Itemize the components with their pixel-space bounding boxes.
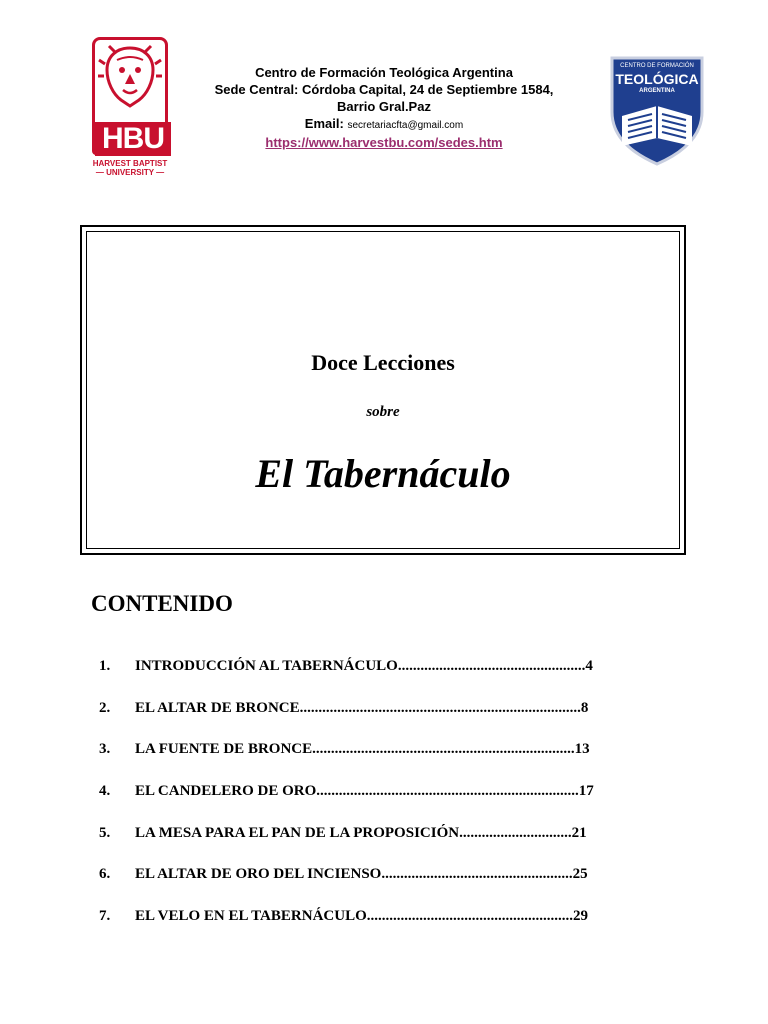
teologica-logo: [608, 54, 706, 166]
toc-title: EL VELO EN EL TABERNÁCULO: [135, 908, 367, 925]
toc-item[interactable]: 6. EL ALTAR DE ORO DEL INCIENSO...................................................25: [99, 866, 588, 883]
toc-page: 29: [573, 908, 588, 925]
toc-item[interactable]: 1. INTRODUCCIÓN AL TABERNÁCULO..................................................4: [99, 658, 593, 674]
toc-page: 4: [585, 658, 593, 674]
title-line-2: sobre: [366, 404, 400, 420]
toc-title: EL CANDELERO DE ORO: [135, 783, 317, 800]
logo-sub-text: ARGENTINA: [639, 88, 675, 94]
header-line-2: Sede Central: Córdoba Capital, 24 de Septiembre 1584,: [214, 82, 554, 97]
toc-number: 5.: [99, 824, 111, 841]
toc-number: 3.: [99, 741, 111, 758]
header-address: [185, 64, 583, 151]
toc-number: 6.: [99, 866, 111, 883]
toc-page: 21: [571, 824, 587, 841]
hbu-logo: [90, 37, 170, 179]
logo-main-text: TEOLÓGICA: [615, 71, 699, 87]
toc-item[interactable]: 2. EL ALTAR DE BRONCE...........................................................................8: [99, 699, 589, 716]
email-label: Email:: [304, 116, 344, 131]
toc-item[interactable]: 4. EL CANDELERO DE ORO......................................................................17: [99, 783, 594, 800]
toc-page: 8: [580, 699, 589, 716]
title-box: [80, 225, 686, 555]
contents-heading: CONTENIDO: [91, 591, 233, 616]
title-line-1: Doce Lecciones: [311, 350, 455, 375]
lion-icon: [95, 42, 165, 122]
toc-title: LA FUENTE DE BRONCE: [135, 741, 313, 758]
toc-page: 13: [574, 741, 590, 758]
toc-title: EL ALTAR DE ORO DEL INCIENSO: [135, 866, 382, 883]
toc-page: 17: [578, 783, 594, 800]
table-of-contents: [99, 656, 679, 948]
toc-number: 7.: [99, 908, 111, 925]
toc-title: EL ALTAR DE BRONCE: [135, 699, 300, 716]
title-box-inner: [86, 231, 680, 549]
main-title: El Tabernáculo: [255, 451, 511, 496]
toc-item[interactable]: 3. LA FUENTE DE BRONCE......................................................................13: [99, 741, 590, 758]
hbu-subtitle-1: HARVEST BAPTIST: [92, 159, 168, 168]
hbu-subtitle-2: — UNIVERSITY —: [95, 168, 165, 177]
website-link[interactable]: https://www.harvestbu.com/sedes.htm: [265, 135, 503, 150]
toc-page: 25: [572, 866, 588, 883]
toc-item[interactable]: 7. EL VELO EN EL TABERNÁCULO.......................................................29: [99, 908, 588, 925]
toc-title: INTRODUCCIÓN AL TABERNÁCULO: [135, 658, 398, 674]
toc-item[interactable]: 5. LA MESA PARA EL PAN DE LA PROPOSICIÓN..............................21: [99, 824, 587, 841]
toc-title: LA MESA PARA EL PAN DE LA PROPOSICIÓN: [135, 824, 460, 841]
hbu-shield: [92, 37, 168, 155]
header-line-3: Barrio Gral.Paz: [337, 99, 431, 114]
logo-small-text: CENTRO DE FORMACIÓN: [620, 63, 694, 69]
toc-number: 2.: [99, 699, 111, 716]
header-line-1: Centro de Formación Teológica Argentina: [255, 65, 513, 80]
hbu-letters: HBU: [95, 122, 171, 156]
toc-number: 4.: [99, 783, 111, 800]
header-email: [185, 115, 583, 134]
toc-number: 1.: [99, 658, 111, 674]
email-value[interactable]: secretariacfta@gmail.com: [347, 120, 464, 131]
